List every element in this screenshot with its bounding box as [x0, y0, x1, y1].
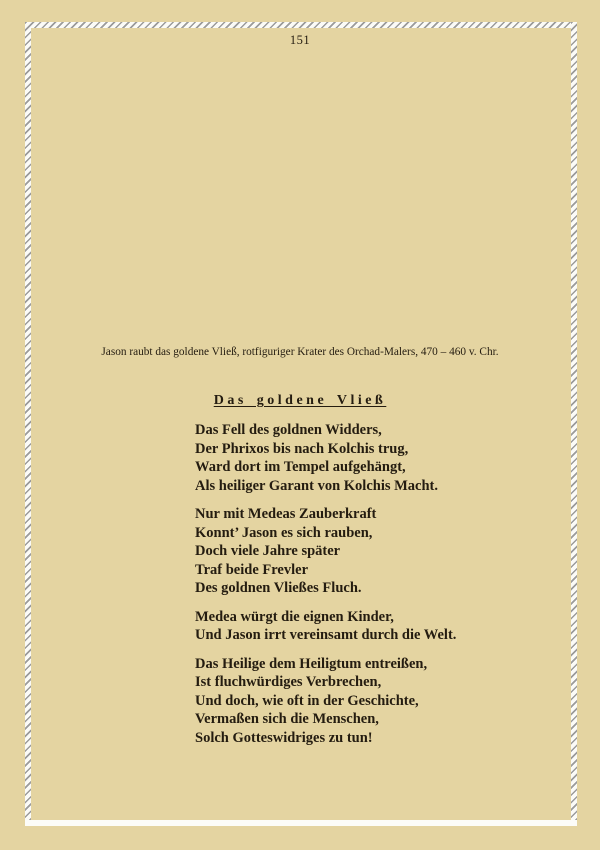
page-border-top	[25, 22, 577, 28]
poem-line: Nur mit Medeas Zauberkraft	[195, 506, 377, 522]
poem-line: Des goldnen Vließes Fluch.	[195, 580, 362, 596]
poem-stanza	[195, 655, 525, 748]
poem-stanzas	[195, 421, 525, 757]
poem-stanza	[195, 608, 525, 645]
poem-line: Solch Gotteswidriges zu tun!	[195, 729, 373, 746]
image-caption: Jason raubt das goldene Vließ, rotfiguriger Krater des Orchad-Malers, 470 – 460 v. Chr.	[101, 346, 499, 358]
page-border-bottom	[25, 820, 577, 826]
poem-line: Ist fluchwürdiges Verbrechen,	[195, 674, 382, 690]
page-border-left	[25, 22, 31, 820]
poem-line: Traf beide Frevler	[195, 561, 309, 578]
poem-line: Ward dort im Tempel aufgehängt,	[195, 459, 406, 475]
poem-line: Das Heilige dem Heiligtum entreißen,	[195, 655, 428, 672]
poem-stanza	[195, 505, 525, 598]
poem-line: Medea würgt die eignen Kinder,	[195, 608, 394, 625]
poem-line: Und Jason irrt vereinsamt durch die Welt.	[195, 627, 457, 643]
poem-line: Und doch, wie oft in der Geschichte,	[195, 692, 419, 709]
poem-line: Als heiliger Garant von Kolchis Macht.	[195, 477, 439, 494]
poem-line: Der Phrixos bis nach Kolchis trug,	[195, 440, 409, 457]
page-number: 151	[289, 33, 311, 47]
page-border-right	[571, 22, 577, 820]
poem-line: Das Fell des goldnen Widders,	[195, 422, 382, 438]
poem-stanza	[195, 421, 525, 495]
poem-line: Vermaßen sich die Menschen,	[195, 711, 379, 727]
poem-line: Doch viele Jahre später	[195, 543, 341, 559]
poem-title: Das goldene Vließ	[213, 393, 387, 408]
poem-line: Konnt’ Jason es sich rauben,	[195, 524, 373, 541]
